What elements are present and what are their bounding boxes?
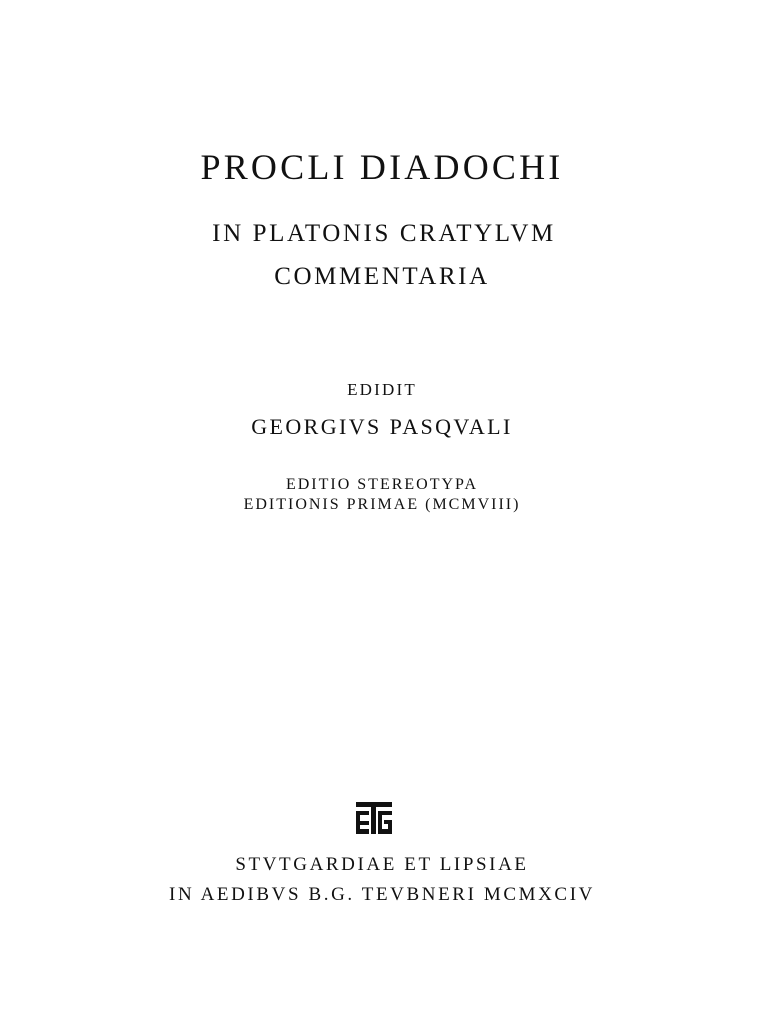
author-title: PROCLI DIADOCHI (200, 147, 564, 187)
work-title-line-2: COMMENTARIA (274, 263, 490, 290)
edition-line-1: EDITIO STEREOTYPA (285, 476, 479, 493)
editor-name: GEORGIVS PASQVALI (251, 414, 513, 439)
publisher-place: STVTGARDIAE ET LIPSIAE (235, 854, 529, 875)
publisher-imprint: IN AEDIBVS B.G. TEVBNERI MCMXCIV (169, 884, 595, 905)
work-title-line-1: IN PLATONIS CRATYLVM (212, 220, 556, 247)
edidit-label: EDIDIT (347, 380, 417, 399)
teubner-monogram-logo (353, 800, 395, 836)
edition-line-2: EDITIONIS PRIMAE (MCMVIII) (243, 496, 521, 513)
